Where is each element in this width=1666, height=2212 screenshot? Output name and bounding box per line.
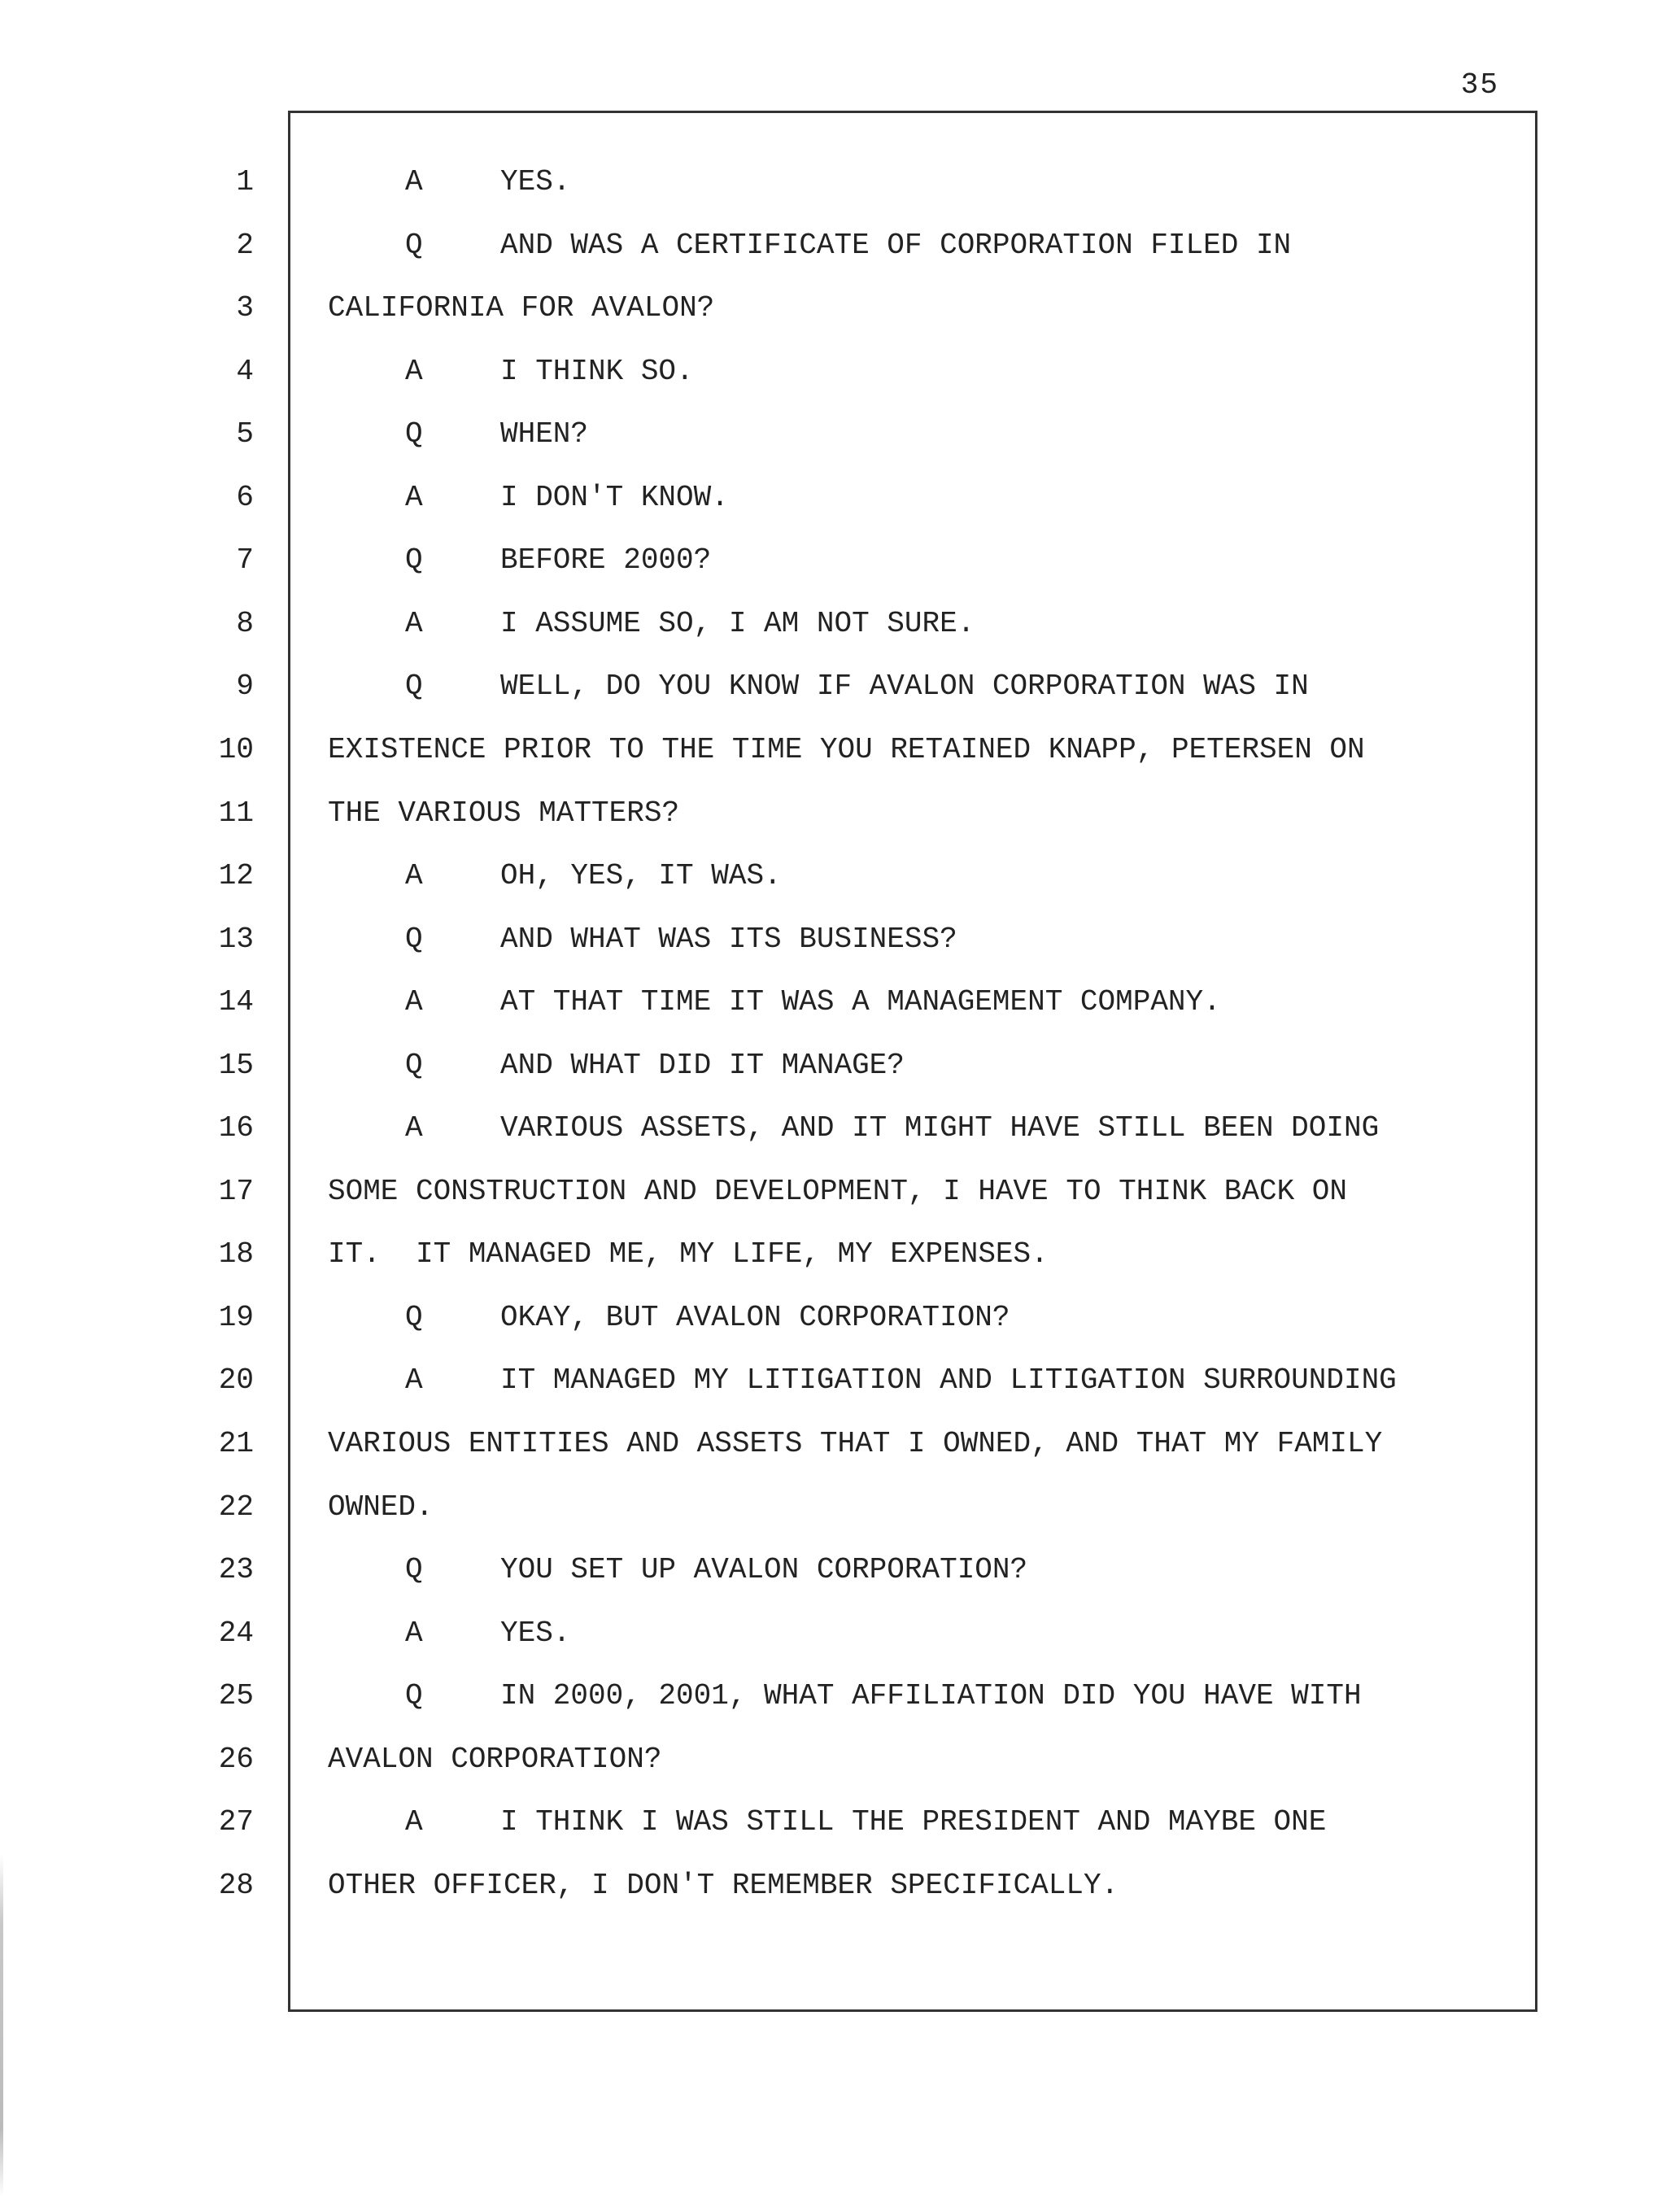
speaker-label: Q (405, 1301, 423, 1334)
transcript-line-text: I THINK SO. (500, 355, 694, 388)
line-number: 20 (218, 1363, 254, 1397)
transcript-line-text: IT MANAGED MY LITIGATION AND LITIGATION SURROUNDING (500, 1363, 1397, 1397)
line-number: 11 (218, 796, 254, 830)
line-number: 13 (218, 923, 254, 956)
line-number: 16 (218, 1111, 254, 1145)
speaker-label: Q (405, 923, 423, 956)
line-number: 3 (236, 291, 254, 325)
speaker-label: A (405, 1111, 423, 1145)
speaker-label: A (405, 165, 423, 199)
transcript-line-text: YOU SET UP AVALON CORPORATION? (500, 1553, 1028, 1586)
transcript-line-text: AT THAT TIME IT WAS A MANAGEMENT COMPANY. (500, 985, 1221, 1019)
transcript-line-text: YES. (500, 1616, 571, 1650)
speaker-label: A (405, 1616, 423, 1650)
transcript-line-text: AVALON CORPORATION? (328, 1743, 662, 1776)
speaker-label: Q (405, 417, 423, 451)
speaker-label: A (405, 1363, 423, 1397)
line-number: 5 (236, 417, 254, 451)
line-number: 8 (236, 607, 254, 640)
transcript-line-text: VARIOUS ASSETS, AND IT MIGHT HAVE STILL BEEN DOING (500, 1111, 1380, 1145)
transcript-line-text: I ASSUME SO, I AM NOT SURE. (500, 607, 975, 640)
line-number: 18 (218, 1237, 254, 1271)
speaker-label: A (405, 985, 423, 1019)
line-number: 17 (218, 1175, 254, 1208)
speaker-label: A (405, 355, 423, 388)
transcript-line-text: CALIFORNIA FOR AVALON? (328, 291, 715, 325)
line-number: 19 (218, 1301, 254, 1334)
transcript-line-text: OWNED. (328, 1490, 434, 1524)
transcript-line-text: IT. IT MANAGED ME, MY LIFE, MY EXPENSES. (328, 1237, 1049, 1271)
line-number: 21 (218, 1427, 254, 1460)
line-number: 24 (218, 1616, 254, 1650)
transcript-line-text: OKAY, BUT AVALON CORPORATION? (500, 1301, 1010, 1334)
line-number: 26 (218, 1743, 254, 1776)
transcript-line-text: BEFORE 2000? (500, 543, 712, 577)
line-number: 9 (236, 670, 254, 703)
line-number: 4 (236, 355, 254, 388)
transcript-border (288, 111, 1537, 2012)
line-number: 6 (236, 481, 254, 514)
transcript-line-text: VARIOUS ENTITIES AND ASSETS THAT I OWNED, AND THAT MY FAMILY (328, 1427, 1383, 1460)
line-number: 10 (218, 733, 254, 766)
transcript-line-text: WELL, DO YOU KNOW IF AVALON CORPORATION WAS IN (500, 670, 1309, 703)
line-number: 27 (218, 1805, 254, 1839)
line-number: 14 (218, 985, 254, 1019)
line-number: 2 (236, 229, 254, 262)
transcript-line-text: WHEN? (500, 417, 589, 451)
transcript-line-text: AND WAS A CERTIFICATE OF CORPORATION FILED IN (500, 229, 1292, 262)
line-number: 23 (218, 1553, 254, 1586)
speaker-label: Q (405, 670, 423, 703)
speaker-label: Q (405, 1553, 423, 1586)
speaker-label: Q (405, 1049, 423, 1082)
speaker-label: A (405, 481, 423, 514)
speaker-label: A (405, 859, 423, 892)
transcript-line-text: OH, YES, IT WAS. (500, 859, 782, 892)
transcript-line-text: I DON'T KNOW. (500, 481, 729, 514)
transcript-line-text: SOME CONSTRUCTION AND DEVELOPMENT, I HAVE TO THINK BACK ON (328, 1175, 1348, 1208)
transcript-line-text: OTHER OFFICER, I DON'T REMEMBER SPECIFICALLY. (328, 1869, 1119, 1902)
speaker-label: Q (405, 1679, 423, 1712)
transcript-line-text: YES. (500, 165, 571, 199)
transcript-line-text: I THINK I WAS STILL THE PRESIDENT AND MAYBE ONE (500, 1805, 1327, 1839)
speaker-label: A (405, 1805, 423, 1839)
transcript-line-text: IN 2000, 2001, WHAT AFFILIATION DID YOU HAVE WITH (500, 1679, 1362, 1712)
speaker-label: Q (405, 229, 423, 262)
speaker-label: A (405, 607, 423, 640)
line-number: 15 (218, 1049, 254, 1082)
scan-edge-shadow (0, 1855, 3, 2197)
transcript-line-text: AND WHAT WAS ITS BUSINESS? (500, 923, 957, 956)
line-number: 7 (236, 543, 254, 577)
line-number: 12 (218, 859, 254, 892)
line-number: 22 (218, 1490, 254, 1524)
line-number: 28 (218, 1869, 254, 1902)
transcript-line-text: EXISTENCE PRIOR TO THE TIME YOU RETAINED KNAPP, PETERSEN ON (328, 733, 1365, 766)
transcript-line-text: AND WHAT DID IT MANAGE? (500, 1049, 905, 1082)
line-number: 25 (218, 1679, 254, 1712)
transcript-line-text: THE VARIOUS MATTERS? (328, 796, 680, 830)
line-number: 1 (236, 165, 254, 199)
speaker-label: Q (405, 543, 423, 577)
page-number: 35 (1460, 68, 1499, 102)
